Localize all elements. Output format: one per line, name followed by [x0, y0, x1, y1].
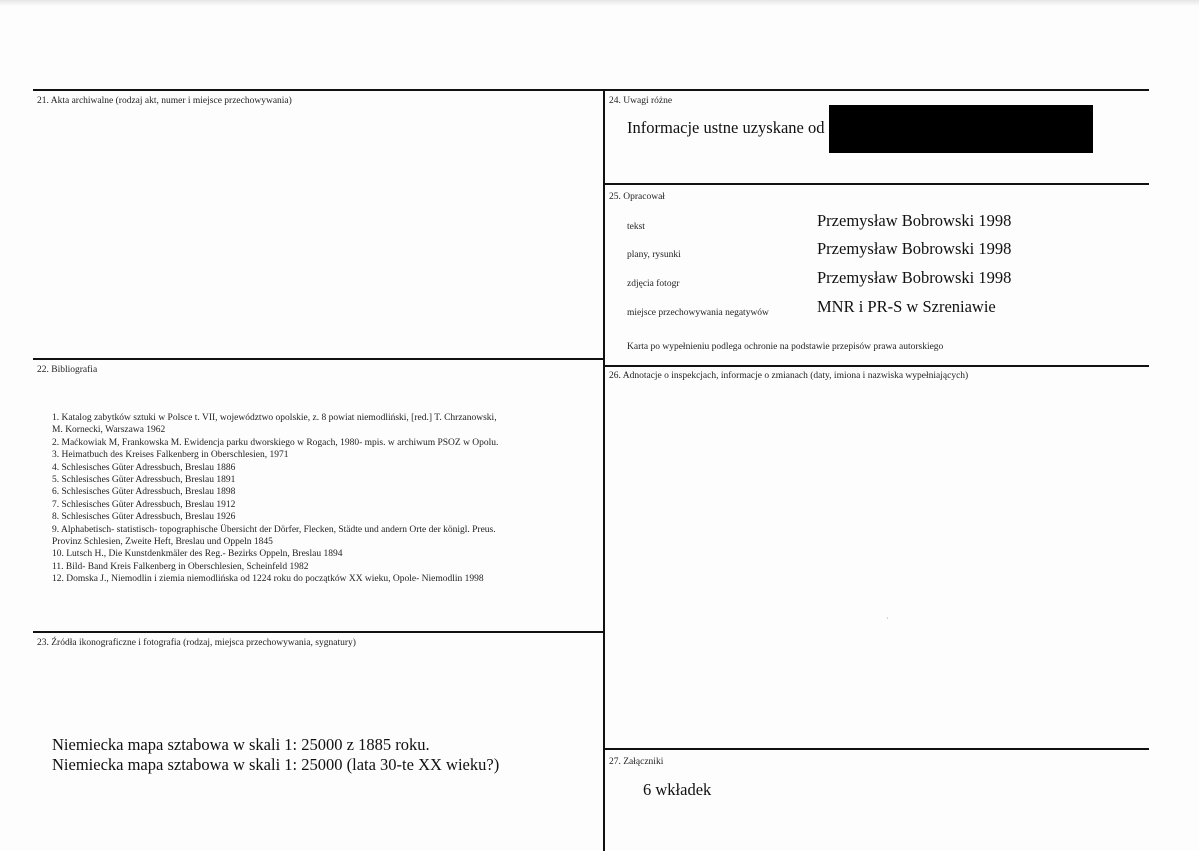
- section-25-title: 25. Opracował: [609, 192, 665, 202]
- divider-24-25: [604, 183, 1149, 185]
- bibliography-entry: 12. Domska J., Niemodlin i ziemia niemodlińska od 1224 roku do początków XX wieku, Opole- Niemodlin 1998: [52, 574, 484, 585]
- bibliography-entry: 6. Schlesisches Güter Adressbuch, Breslau 1898: [52, 487, 236, 498]
- remarks-text: Informacje ustne uzyskane od: [627, 118, 825, 137]
- section-23-title: 23. Źródła ikonograficzne i fotografia (rodzaj, miejsca przechowywania, sygnatury): [37, 638, 356, 648]
- section-22-title: 22. Bibliografia: [37, 365, 98, 375]
- redaction-block: [829, 105, 1093, 153]
- bibliography-entry: 4. Schlesisches Güter Adressbuch, Breslau 1886: [52, 462, 236, 473]
- attachments-text: 6 wkładek: [643, 780, 712, 799]
- author-row-value: Przemysław Bobrowski 1998: [817, 211, 1012, 230]
- author-row-label: miejsce przechowywania negatywów: [627, 308, 769, 318]
- bibliography-entry: 3. Heimatbuch des Kreises Falkenberg in Oberschlesien, 1971: [52, 450, 289, 461]
- bibliography-entry: 9. Alphabetisch- statistisch- topographische Übersicht der Dörfer, Flecken, Städte und andern Orte der königl. Preus.: [52, 524, 496, 535]
- scan-speck: ·: [886, 614, 889, 623]
- bibliography-entry: M. Kornecki, Warszawa 1962: [52, 425, 166, 436]
- section-21-title: 21. Akta archiwalne (rodzaj akt, numer i miejsce przechowywania): [37, 96, 292, 106]
- author-row-value: Przemysław Bobrowski 1998: [817, 239, 1012, 258]
- bibliography-entry: Provinz Schlesien, Zweite Heft, Breslau und Oppeln 1845: [52, 537, 273, 548]
- author-row-label: tekst: [627, 222, 645, 232]
- author-row-label: plany, rysunki: [627, 250, 681, 260]
- author-row-value: Przemysław Bobrowski 1998: [817, 268, 1012, 287]
- bibliography-entry: 7. Schlesisches Güter Adressbuch, Breslau 1912: [52, 499, 236, 510]
- section-24-title: 24. Uwagi różne: [609, 96, 673, 106]
- copyright-note: Karta po wypełnieniu podlega ochronie na podstawie przepisów prawa autorskiego: [627, 342, 944, 352]
- divider-25-26: [604, 365, 1149, 367]
- author-row-value: MNR i PR-S w Szreniawie: [817, 297, 996, 316]
- iconography-line-2: Niemiecka mapa sztabowa w skali 1: 25000 (lata 30-te XX wieku?): [52, 755, 500, 774]
- divider-22-23: [33, 631, 604, 633]
- bibliography-entry: 2. Maćkowiak M, Frankowska M. Ewidencja parku dworskiego w Rogach, 1980- mpis. w archiwum PSOZ w Opolu.: [52, 437, 499, 448]
- bibliography-entry: 8. Schlesisches Güter Adressbuch, Breslau 1926: [52, 512, 236, 523]
- bibliography-entry: 10. Lutsch H., Die Kunstdenkmäler des Reg.- Bezirks Oppeln, Breslau 1894: [52, 549, 343, 560]
- iconography-line-1: Niemiecka mapa sztabowa w skali 1: 25000 z 1885 roku.: [52, 735, 430, 754]
- bibliography-entry: 5. Schlesisches Güter Adressbuch, Breslau 1891: [52, 475, 236, 486]
- scan-edge: [0, 0, 1199, 6]
- divider-26-27: [604, 748, 1149, 750]
- section-27-title: 27. Załączniki: [609, 757, 664, 767]
- divider-21-22: [33, 358, 604, 360]
- top-rule: [33, 89, 1149, 91]
- section-26-title: 26. Adnotacje o inspekcjach, informacje o zmianach (daty, imiona i nazwiska wypełniających): [609, 371, 969, 381]
- center-divider: [603, 89, 605, 851]
- bibliography-list: [52, 412, 602, 586]
- author-row-label: zdjęcia fotogr: [627, 279, 680, 289]
- bibliography-entry: 1. Katalog zabytków sztuki w Polsce t. VII, województwo opolskie, z. 8 powiat niemodliński, [red.] T. Chrzanowski,: [52, 413, 497, 423]
- bibliography-entry: 11. Bild- Band Kreis Falkenberg in Oberschlesien, Scheinfeld 1982: [52, 561, 309, 572]
